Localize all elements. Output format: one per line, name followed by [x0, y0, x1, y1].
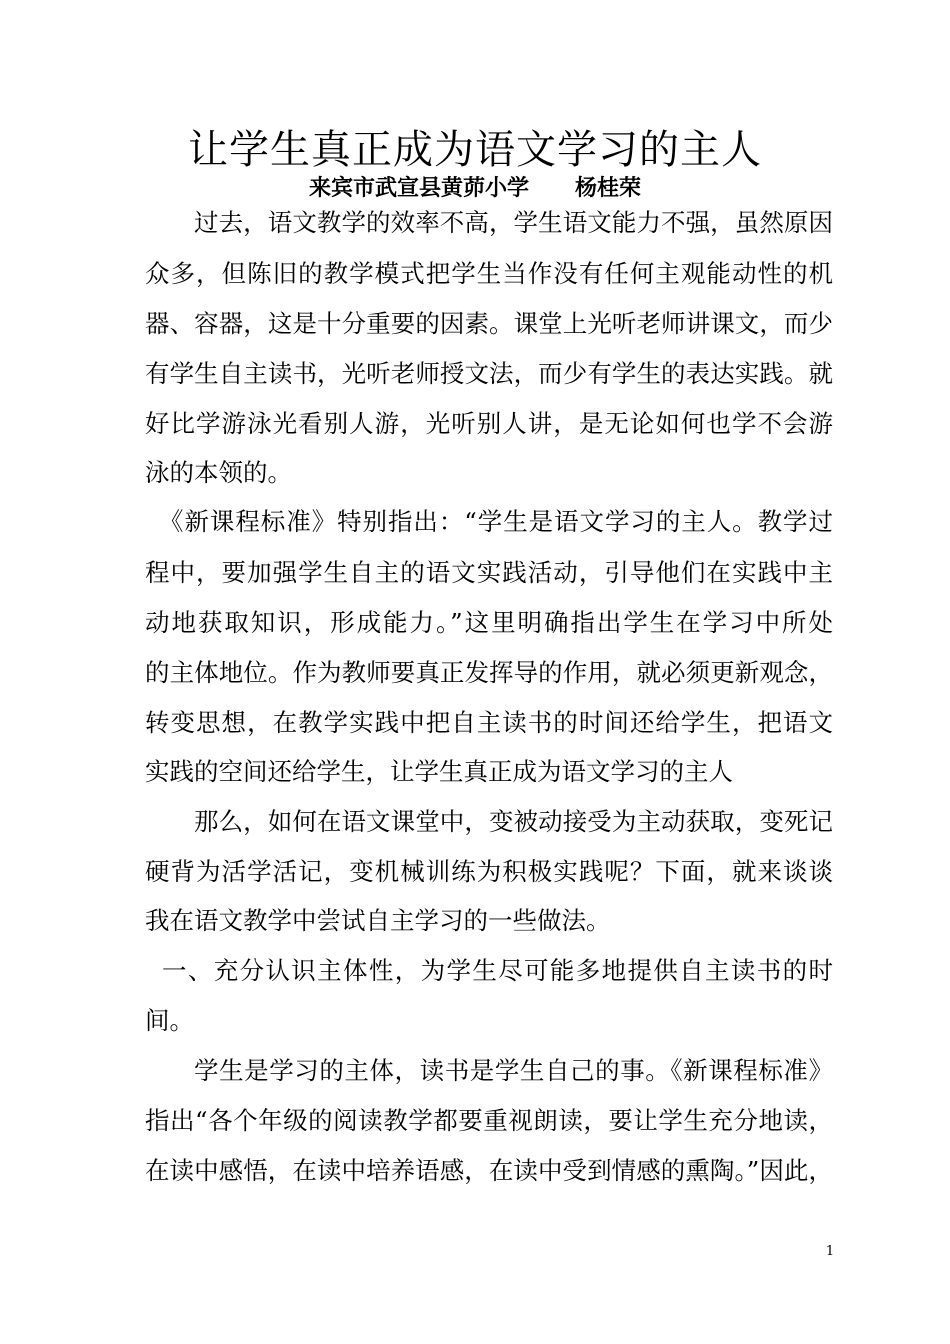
text-line: 我在语文教学中尝试自主学习的一些做法。: [145, 906, 611, 935]
text-line: 硬背为活学活记，变机械训练为积极实践呢？下面，就来谈谈: [145, 857, 833, 886]
document-title: 让学生真正成为语文学习的主人: [188, 127, 762, 173]
text-line: 那么，如何在语文课堂中，变被动接受为主动获取，变死记: [194, 807, 833, 836]
text-line: 的主体地位。作为教师要真正发挥导的作用，就必须更新观念，: [145, 658, 833, 687]
text-line: 学生是学习的主体，读书是学生自己的事。《新课程标准》: [194, 1056, 833, 1085]
text-line: 在读中感悟，在读中培养语感，在读中受到情感的熏陶。”因此，: [145, 1156, 833, 1185]
text-line: 好比学游泳光看别人游，光听别人讲，是无论如何也学不会游: [145, 409, 833, 438]
text-line: 动地获取知识，形成能力。”这里明确指出学生在学习中所处: [145, 608, 833, 637]
page-number: 1: [825, 1244, 835, 1259]
text-line: 指出“各个年级的阅读教学都要重视朗读，要让学生充分地读，: [145, 1106, 833, 1135]
text-line: 过去，语文教学的效率不高，学生语文能力不强，虽然原因: [194, 208, 833, 237]
text-line: 转变思想，在教学实践中把自主读书的时间还给学生，把语文: [145, 708, 833, 737]
section-heading: 一、充分认识主体性，为学生尽可能多地提供自主读书的时: [162, 956, 833, 985]
text-line: 泳的本领的。: [145, 458, 292, 487]
text-line: 有学生自主读书，光听老师授文法，而少有学生的表达实践。就: [145, 359, 833, 388]
text-line: 《新课程标准》特别指出：“学生是语文学习的主人。教学过: [159, 507, 833, 536]
text-line: 器、容器，这是十分重要的因素。课堂上光听老师讲课文，而少: [145, 309, 833, 338]
text-line: 众多，但陈旧的教学模式把学生当作没有任何主观能动性的机: [145, 259, 833, 288]
text-line: 实践的空间还给学生，让学生真正成为语文学习的主人: [145, 757, 733, 786]
section-heading: 间。: [145, 1006, 194, 1035]
text-line: 程中，要加强学生自主的语文实践活动，引导他们在实践中主: [145, 558, 833, 587]
author-byline: 来宾市武宣县黄茆小学 杨桂荣: [309, 175, 641, 201]
